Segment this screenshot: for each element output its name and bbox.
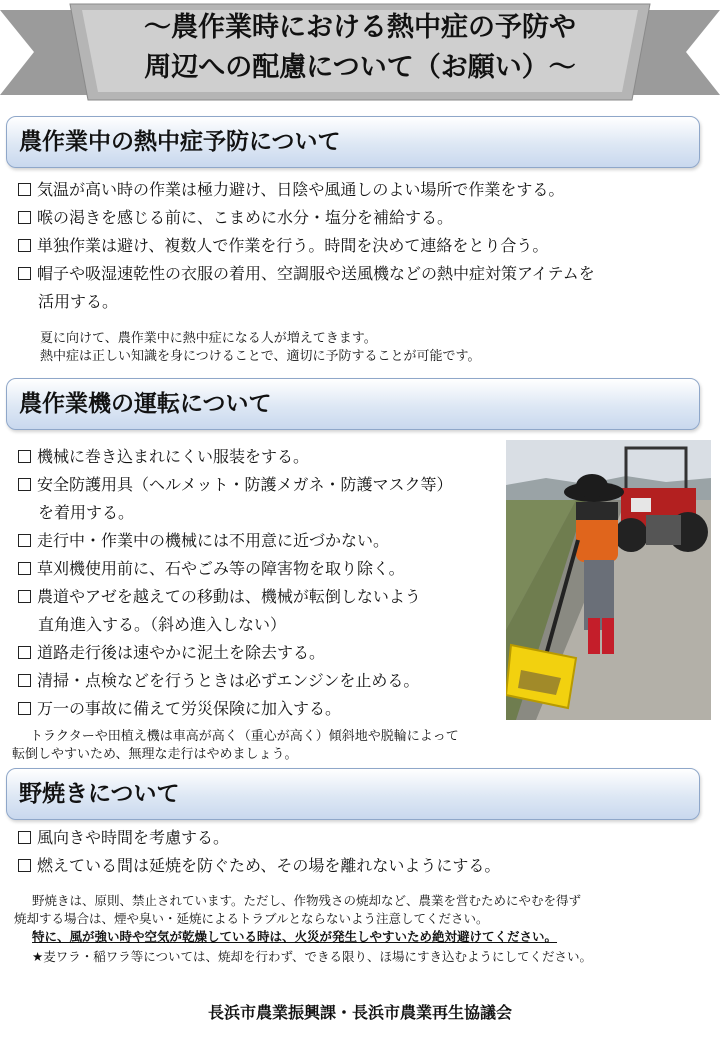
title-banner: [0, 0, 720, 112]
section-title: 農作業中の熱中症予防について: [19, 129, 341, 155]
checklist-item: 気温が高い時の作業は極力避け、日陰や風通しのよい場所で作業をする。: [18, 178, 564, 202]
note-line: 野焼きは、原則、禁止されています。ただし、作物残さの焼却など、農業を営むためにやむを得ず: [32, 893, 582, 908]
checkbox-icon: [18, 702, 31, 715]
checklist-item-continuation: 活用する。: [38, 292, 119, 311]
section-title: 農作業機の運転について: [19, 391, 272, 417]
checkbox-icon: [18, 450, 31, 463]
checkbox-icon: [18, 831, 31, 844]
note-line: 夏に向けて、農作業中に熱中症になる人が増えてきます。: [40, 331, 377, 346]
checklist-item: 単独作業は避け、複数人で作業を行う。時間を決めて連絡をとり合う。: [18, 234, 548, 258]
checklist-item: 燃えている間は延焼を防ぐため、その場を離れないようにする。: [18, 854, 500, 878]
checklist-item: 帽子や吸湿速乾性の衣服の着用、空調服や送風機などの熱中症対策アイテムを: [18, 262, 595, 286]
footer-organization: 長浜市農業振興課・長浜市農業再生協議会: [207, 1003, 512, 1022]
section-header-field-burning: [6, 768, 700, 820]
checkbox-icon: [18, 267, 31, 280]
checklist-item-continuation: 直角進入する。（斜め進入しない）: [38, 615, 287, 634]
checkbox-icon: [18, 239, 31, 252]
checklist-item: 機械に巻き込まれにくい服装をする。: [18, 445, 309, 469]
section-header-machinery: [6, 378, 700, 430]
checkbox-icon: [18, 211, 31, 224]
checkbox-icon: [18, 478, 31, 491]
checklist-item: 道路走行後は速やかに泥土を除去する。: [18, 641, 325, 665]
checklist-item: 清掃・点検などを行うときは必ずエンジンを止める。: [18, 669, 419, 693]
section-title: 野焼きについて: [19, 781, 180, 807]
note-line: ★麦ワラ・稲ワラ等については、焼却を行わず、できる限り、ほ場にすき込むようにしてください。: [32, 949, 592, 964]
checkbox-icon: [18, 674, 31, 687]
note-line: トラクターや田植え機は車高が高く（重心が高く）傾斜地や脱輪によって: [30, 729, 459, 744]
checkbox-icon: [18, 183, 31, 196]
checklist-item: 風向きや時間を考慮する。: [18, 826, 229, 850]
warning-line: 特に、風が強い時や空気が乾燥している時は、火災が発生しやすいため絶対避けてください。: [32, 929, 558, 944]
checklist-item: 万一の事故に備えて労災保険に加入する。: [18, 697, 341, 721]
section-header-heatstroke: [6, 116, 700, 168]
checklist-item: 走行中・作業中の機械には不用意に近づかない。: [18, 529, 389, 553]
checklist-item: 農道やアゼを越えての移動は、機械が転倒しないよう: [18, 585, 421, 609]
note-line: 熱中症は正しい知識を身につけることで、適切に予防することが可能です。: [40, 349, 481, 364]
checkbox-icon: [18, 590, 31, 603]
checkbox-icon: [18, 562, 31, 575]
checklist-item: 喉の渇きを感じる前に、こまめに水分・塩分を補給する。: [18, 206, 453, 230]
farm-work-photo: [506, 440, 711, 720]
checkbox-icon: [18, 534, 31, 547]
banner-title-line2: 周辺への配慮について（お願い）～: [144, 52, 576, 83]
checklist-item: 安全防護用具（ヘルメット・防護メガネ・防護マスク等）: [18, 473, 453, 497]
note-line: 焼却する場合は、煙や臭い・延焼によるトラブルとならないよう注意してください。: [14, 911, 489, 926]
checklist-item-continuation: を着用する。: [38, 503, 135, 522]
checkbox-icon: [18, 646, 31, 659]
checklist-item: 草刈機使用前に、石やごみ等の障害物を取り除く。: [18, 557, 405, 581]
banner-title-line1: ～農作業時における熱中症の予防や: [144, 12, 576, 43]
note-line: 転倒しやすいため、無理な走行はやめましょう。: [12, 747, 298, 762]
checkbox-icon: [18, 859, 31, 872]
